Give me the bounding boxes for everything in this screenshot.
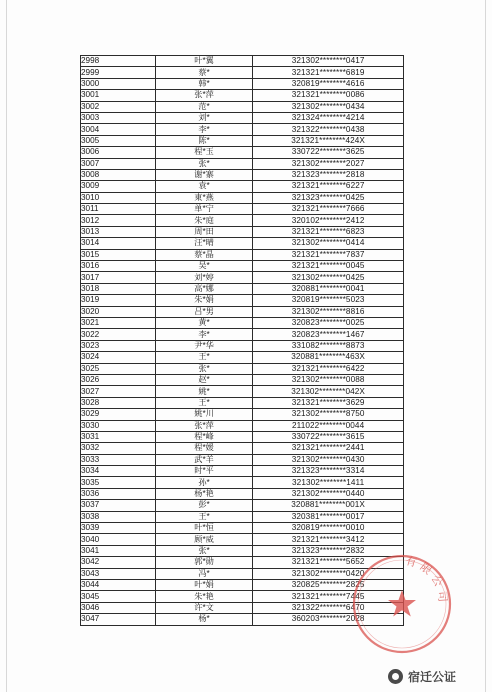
table-row [81, 420, 404, 431]
row-number: 3014 [81, 238, 156, 249]
row-number: 3033 [81, 454, 156, 465]
row-id-number: 321302********0434 [253, 101, 404, 112]
row-name: 赵* [155, 374, 252, 385]
row-name: 李* [155, 124, 252, 135]
row-id-number: 321302********0420 [253, 568, 404, 579]
row-number: 3023 [81, 340, 156, 351]
row-id-number: 330722********3625 [253, 147, 404, 158]
row-name: 单*宁 [155, 204, 252, 215]
row-id-number: 321321********3412 [253, 534, 404, 545]
row-name: 张*萍 [155, 90, 252, 101]
row-id-number: 321302********042X [253, 386, 404, 397]
row-id-number: 211022********0044 [253, 420, 404, 431]
table-row [81, 192, 404, 203]
table-row [81, 272, 404, 283]
row-number: 3003 [81, 112, 156, 123]
row-id-number: 321302********1411 [253, 477, 404, 488]
row-name: 谢*寨 [155, 169, 252, 180]
row-id-number: 320381********0017 [253, 511, 404, 522]
row-number: 3008 [81, 169, 156, 180]
table-row [81, 477, 404, 488]
row-id-number: 360203********2028 [253, 614, 404, 625]
row-number: 3047 [81, 614, 156, 625]
row-name: 武*羊 [155, 454, 252, 465]
row-name: 冯* [155, 568, 252, 579]
row-id-number: 321321********3629 [253, 397, 404, 408]
row-number: 3004 [81, 124, 156, 135]
table-row [81, 488, 404, 499]
table-row [81, 112, 404, 123]
row-id-number: 321302********0088 [253, 374, 404, 385]
table-row [81, 397, 404, 408]
row-name: 时*平 [155, 466, 252, 477]
row-name: 朱*庭 [155, 215, 252, 226]
row-name: 周*田 [155, 226, 252, 237]
row-number: 3031 [81, 431, 156, 442]
row-name: 顾*威 [155, 534, 252, 545]
row-id-number: 320819********0010 [253, 523, 404, 534]
row-id-number: 320819********4616 [253, 78, 404, 89]
row-number: 3043 [81, 568, 156, 579]
table-row [81, 534, 404, 545]
row-number: 3029 [81, 409, 156, 420]
table-row [81, 283, 404, 294]
row-number: 2999 [81, 67, 156, 78]
row-id-number: 321302********0417 [253, 56, 404, 67]
row-number: 3030 [81, 420, 156, 431]
row-number: 3025 [81, 363, 156, 374]
table-row [81, 443, 404, 454]
table-row [81, 90, 404, 101]
table-row [81, 352, 404, 363]
row-id-number: 321321********6823 [253, 226, 404, 237]
row-id-number: 321302********0414 [253, 238, 404, 249]
row-name: 蔡*晶 [155, 249, 252, 260]
table-row [81, 147, 404, 158]
row-name: 范* [155, 101, 252, 112]
row-number: 3012 [81, 215, 156, 226]
row-id-number: 321321********2441 [253, 443, 404, 454]
table-row [81, 135, 404, 146]
row-name: 姚* [155, 386, 252, 397]
row-id-number: 321321********7445 [253, 591, 404, 602]
row-name: 王* [155, 397, 252, 408]
row-id-number: 321302********0440 [253, 488, 404, 499]
row-number: 3016 [81, 261, 156, 272]
row-number: 3038 [81, 511, 156, 522]
row-id-number: 320102********2412 [253, 215, 404, 226]
table-row [81, 181, 404, 192]
table-row [81, 431, 404, 442]
table-row [81, 238, 404, 249]
row-id-number: 321321********7666 [253, 204, 404, 215]
row-name: 许*文 [155, 602, 252, 613]
row-name: 吕*男 [155, 306, 252, 317]
row-number: 3037 [81, 500, 156, 511]
row-name: 王* [155, 352, 252, 363]
table-row [81, 523, 404, 534]
seal-lettering: 有限公司 [403, 554, 450, 607]
row-name: 孙* [155, 477, 252, 488]
row-id-number: 320881********0041 [253, 283, 404, 294]
table-row [81, 249, 404, 260]
table-row [81, 295, 404, 306]
row-id-number: 320823********1467 [253, 329, 404, 340]
row-name: 汪*晴 [155, 238, 252, 249]
row-id-number: 321302********8816 [253, 306, 404, 317]
roster-table-body [81, 56, 404, 626]
row-id-number: 321302********0430 [253, 454, 404, 465]
watermark-text: 宿迁公证 [408, 669, 457, 684]
table-row [81, 340, 404, 351]
row-name: 程*峰 [155, 431, 252, 442]
row-number: 3013 [81, 226, 156, 237]
row-name: 程*媛 [155, 443, 252, 454]
row-id-number: 321302********8750 [253, 409, 404, 420]
company-seal-graphic [350, 552, 454, 656]
table-row [81, 409, 404, 420]
table-row [81, 329, 404, 340]
page-right-edge [485, 0, 486, 692]
row-number: 3018 [81, 283, 156, 294]
row-number: 3041 [81, 545, 156, 556]
table-row [81, 204, 404, 215]
row-name: 刘*婷 [155, 272, 252, 283]
row-name: 朱*艳 [155, 591, 252, 602]
row-number: 3044 [81, 579, 156, 590]
table-row [81, 78, 404, 89]
table-row [81, 124, 404, 135]
table-row [81, 215, 404, 226]
row-name: 高*娜 [155, 283, 252, 294]
row-name: 刘* [155, 112, 252, 123]
row-id-number: 321302********2027 [253, 158, 404, 169]
row-number: 3020 [81, 306, 156, 317]
table-row [81, 226, 404, 237]
row-id-number: 321321********0086 [253, 90, 404, 101]
row-number: 3039 [81, 523, 156, 534]
row-name: 杨*艳 [155, 488, 252, 499]
table-row [81, 386, 404, 397]
row-id-number: 331082********8873 [253, 340, 404, 351]
row-name: 黄* [155, 317, 252, 328]
wechat-official-account-icon [388, 669, 403, 684]
table-row [81, 500, 404, 511]
row-number: 3005 [81, 135, 156, 146]
row-number: 3017 [81, 272, 156, 283]
row-id-number: 330722********3615 [253, 431, 404, 442]
roster-table [80, 55, 404, 626]
table-row [81, 363, 404, 374]
row-number: 3000 [81, 78, 156, 89]
page-left-edge [6, 0, 7, 692]
company-seal [350, 552, 454, 656]
row-name: 叶*恒 [155, 523, 252, 534]
row-number: 3032 [81, 443, 156, 454]
row-number: 3001 [81, 90, 156, 101]
row-id-number: 320819********5023 [253, 295, 404, 306]
row-id-number: 321322********6470 [253, 602, 404, 613]
row-id-number: 320823********0025 [253, 317, 404, 328]
table-row [81, 511, 404, 522]
row-name: 東*燕 [155, 192, 252, 203]
row-id-number: 321321********7837 [253, 249, 404, 260]
row-number: 3035 [81, 477, 156, 488]
row-id-number: 320881********463X [253, 352, 404, 363]
row-id-number: 320825********2825 [253, 579, 404, 590]
row-id-number: 321321********0045 [253, 261, 404, 272]
row-name: 张* [155, 363, 252, 374]
row-number: 3026 [81, 374, 156, 385]
row-name: 张* [155, 545, 252, 556]
row-number: 3022 [81, 329, 156, 340]
row-name: 程*玉 [155, 147, 252, 158]
row-number: 3046 [81, 602, 156, 613]
row-number: 3006 [81, 147, 156, 158]
table-row [81, 56, 404, 67]
row-name: 吴* [155, 261, 252, 272]
row-number: 3040 [81, 534, 156, 545]
row-name: 尹*华 [155, 340, 252, 351]
row-number: 3024 [81, 352, 156, 363]
row-id-number: 321323********0425 [253, 192, 404, 203]
row-name: 李* [155, 329, 252, 340]
row-id-number: 320881********001X [253, 500, 404, 511]
row-number: 3011 [81, 204, 156, 215]
row-id-number: 321321********5652 [253, 557, 404, 568]
row-number: 3007 [81, 158, 156, 169]
source-watermark [388, 666, 456, 686]
row-number: 3045 [81, 591, 156, 602]
row-name: 朱*娟 [155, 295, 252, 306]
table-row [81, 374, 404, 385]
row-number: 3010 [81, 192, 156, 203]
row-name: 蔡* [155, 67, 252, 78]
table-row [81, 454, 404, 465]
table-row [81, 317, 404, 328]
table-row [81, 158, 404, 169]
row-number: 2998 [81, 56, 156, 67]
row-number: 3028 [81, 397, 156, 408]
row-name: 张* [155, 158, 252, 169]
row-name: 王* [155, 511, 252, 522]
row-id-number: 321323********2818 [253, 169, 404, 180]
row-id-number: 321302********0425 [253, 272, 404, 283]
row-id-number: 321321********424X [253, 135, 404, 146]
row-id-number: 321321********6422 [253, 363, 404, 374]
table-row [81, 261, 404, 272]
row-name: 袁* [155, 181, 252, 192]
seal-star-icon [388, 590, 416, 617]
table-row [81, 306, 404, 317]
row-name: 张*萍 [155, 420, 252, 431]
row-number: 3042 [81, 557, 156, 568]
row-number: 3027 [81, 386, 156, 397]
row-id-number: 321323********3314 [253, 466, 404, 477]
row-name: 陈* [155, 135, 252, 146]
row-id-number: 321321********6819 [253, 67, 404, 78]
row-number: 3021 [81, 317, 156, 328]
row-id-number: 321321********6227 [253, 181, 404, 192]
table-row [81, 67, 404, 78]
row-name: 郭*勋 [155, 557, 252, 568]
row-number: 3034 [81, 466, 156, 477]
row-name: 叶*翼 [155, 56, 252, 67]
table-row [81, 169, 404, 180]
row-id-number: 321324********4214 [253, 112, 404, 123]
row-number: 3009 [81, 181, 156, 192]
row-id-number: 321322********0438 [253, 124, 404, 135]
row-name: 姚*川 [155, 409, 252, 420]
row-name: 杨* [155, 614, 252, 625]
row-id-number: 321323********2832 [253, 545, 404, 556]
table-row [81, 466, 404, 477]
row-number: 3036 [81, 488, 156, 499]
row-name: 彭* [155, 500, 252, 511]
row-number: 3002 [81, 101, 156, 112]
row-number: 3019 [81, 295, 156, 306]
table-row [81, 101, 404, 112]
row-name: 叶*娟 [155, 579, 252, 590]
row-name: 韩* [155, 78, 252, 89]
row-number: 3015 [81, 249, 156, 260]
